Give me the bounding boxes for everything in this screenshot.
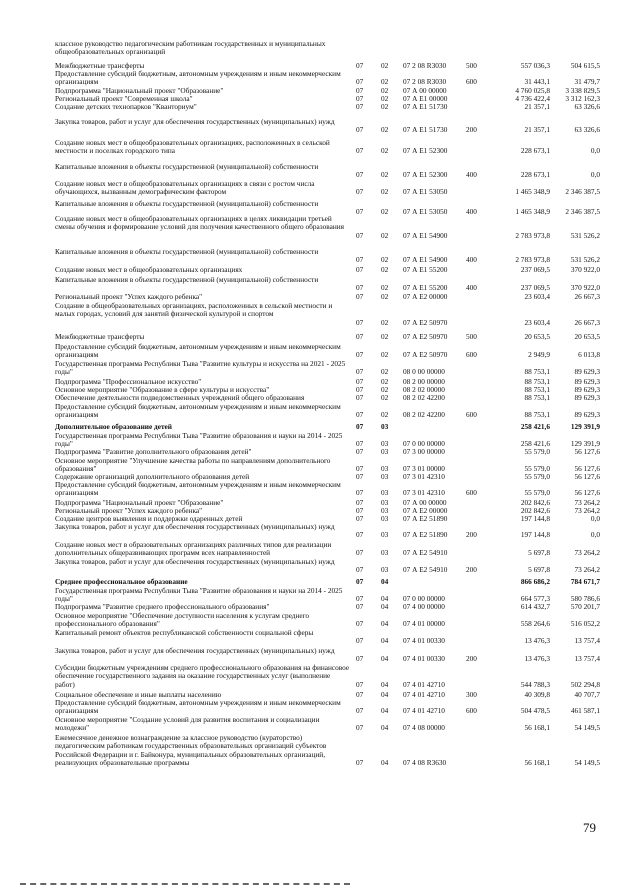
row-target-article: 07 А 00 00000 [403, 86, 447, 95]
row-target-article: 07 А Е1 51730 [403, 125, 448, 134]
row-name: Предоставление субсидий бюджетным, автономным учреждениям и иным некоммерческим организациям [55, 698, 341, 716]
row-section-code: 07 [356, 385, 364, 394]
row-amount-year1: 20 653,5 [524, 332, 550, 341]
row-amount-year2: 2 346 387,5 [565, 207, 600, 216]
row-target-article: 07 4 01 00000 [403, 619, 445, 628]
row-amount-year2: 504 615,5 [570, 61, 600, 70]
row-section-code: 07 [356, 231, 364, 240]
row-amount-year1: 88 753,1 [524, 410, 550, 419]
row-section-code: 07 [356, 367, 364, 376]
row-target-article: 07 А Е2 50970 [403, 318, 448, 327]
row-subsection-code: 02 [381, 255, 389, 264]
row-section-code: 07 [356, 61, 364, 70]
row-amount-year2: 89 629,3 [574, 377, 600, 386]
row-subsection-code: 02 [381, 393, 389, 402]
row-target-article: 08 0 00 00000 [403, 367, 445, 376]
row-amount-year1: 2 949,9 [528, 350, 550, 359]
row-amount-year1: 202 842,6 [520, 506, 550, 515]
row-target-article: 07 А Е1 55200 [403, 265, 448, 274]
row-target-article: 07 А Е2 54910 [403, 548, 448, 557]
row-name: Региональный проект "Современная школа" [55, 94, 193, 103]
row-expense-type: 400 [466, 255, 477, 264]
row-target-article: 07 А Е2 00000 [403, 506, 448, 515]
row-name: Региональный проект "Успех каждого ребенка" [55, 292, 203, 301]
row-amount-year1: 21 357,1 [524, 102, 550, 111]
row-section-code: 07 [356, 410, 364, 419]
row-subsection-code: 02 [381, 332, 389, 341]
row-amount-year2: 531 526,2 [570, 255, 600, 264]
row-amount-year1: 88 753,1 [524, 393, 550, 402]
row-amount-year1: 2 783 973,8 [515, 231, 550, 240]
row-target-article: 07 2 08 R3030 [403, 77, 447, 86]
row-amount-year2: 73 264,2 [574, 565, 600, 574]
row-name: Капитальные вложения в объекты государственной (муниципальной) собственности [55, 199, 319, 208]
page-number: 79 [583, 820, 596, 835]
row-amount-year2: 3 312 162,3 [565, 94, 600, 103]
row-target-article: 07 4 01 42710 [403, 706, 445, 715]
row-expense-type: 400 [466, 207, 477, 216]
row-target-article: 07 3 00 00000 [403, 447, 445, 456]
row-name: Подпрограмма "Развитие среднего профессионального образования" [55, 602, 270, 611]
row-amount-year2: 54 149,5 [574, 723, 600, 732]
row-name: Межбюджетные трансферты [55, 61, 145, 70]
row-name: Региональный проект "Успех каждого ребенка" [55, 506, 203, 515]
row-section-code: 07 [356, 530, 364, 539]
row-subsection-code: 02 [381, 94, 389, 103]
row-amount-year1: 1 465 348,9 [515, 187, 550, 196]
row-section-code: 07 [356, 187, 364, 196]
row-target-article: 08 2 00 00000 [403, 377, 445, 386]
row-amount-year2: 370 922,0 [570, 283, 600, 292]
row-expense-type: 500 [466, 332, 477, 341]
row-name: Государственная программа Республики Тыва "Развитие культуры и искусства на 2021 - 2025 годы" [55, 359, 346, 377]
row-section-code: 07 [356, 439, 364, 448]
row-amount-year2: 40 707,7 [574, 690, 600, 699]
row-section-code: 07 [356, 170, 364, 179]
row-amount-year2: 461 587,1 [570, 706, 600, 715]
row-expense-type: 600 [466, 488, 477, 497]
row-amount-year1: 4 736 422,4 [515, 94, 550, 103]
row-subsection-code: 04 [381, 577, 389, 586]
row-expense-type: 200 [466, 565, 477, 574]
row-target-article: 08 2 02 42200 [403, 410, 445, 419]
row-section-code: 07 [356, 636, 364, 645]
row-amount-year2: 31 479,7 [574, 77, 600, 86]
row-name: Создание детских технопарков "Кванториум" [55, 102, 197, 111]
row-expense-type: 500 [466, 61, 477, 70]
row-expense-type: 200 [466, 125, 477, 134]
row-name: Среднее профессиональное образование [55, 577, 188, 586]
row-amount-year1: 544 788,3 [520, 680, 550, 689]
row-section-code: 07 [356, 723, 364, 732]
row-name: Основное мероприятие "Создание условий для развития воспитания и социализации молодежи" [55, 715, 320, 733]
row-subsection-code: 03 [381, 422, 389, 431]
row-amount-year2: 784 671,7 [570, 577, 600, 586]
row-amount-year2: 129 391,9 [570, 422, 600, 431]
row-target-article: 07 А Е2 51890 [403, 530, 448, 539]
row-section-code: 07 [356, 102, 364, 111]
row-amount-year1: 2 783 973,8 [515, 255, 550, 264]
row-amount-year1: 237 069,5 [520, 283, 550, 292]
row-amount-year2: 73 264,2 [574, 498, 600, 507]
row-amount-year2: 13 757,4 [574, 636, 600, 645]
row-target-article: 07 А Е1 55200 [403, 283, 448, 292]
row-subsection-code: 03 [381, 514, 389, 523]
row-subsection-code: 02 [381, 318, 389, 327]
row-subsection-code: 04 [381, 636, 389, 645]
row-amount-year2: 89 629,3 [574, 385, 600, 394]
row-amount-year2: 26 667,3 [574, 292, 600, 301]
row-amount-year1: 55 579,0 [524, 472, 550, 481]
row-name: Закупка товаров, работ и услуг для обеспечения государственных (муниципальных) нужд [55, 117, 335, 126]
row-section-code: 07 [356, 86, 364, 95]
row-target-article: 07 А Е2 00000 [403, 292, 448, 301]
row-section-code: 07 [356, 125, 364, 134]
row-section-code: 07 [356, 377, 364, 386]
row-name: классное руководство педагогическим работникам государственных и муниципальных общеобразовательных организаций [55, 39, 326, 57]
row-name: Создание центров выявления и поддержки одаренных детей [55, 514, 243, 523]
row-expense-type: 300 [466, 690, 477, 699]
row-amount-year1: 614 432,7 [520, 602, 550, 611]
row-name: Подпрограмма "Национальный проект "Образование" [55, 86, 224, 95]
row-target-article: 07 А Е2 51890 [403, 514, 448, 523]
row-name: Создание новых мест в образовательных организациях различных типов для реализации дополнительных общеразвивающих программ всех направленностей [55, 540, 332, 558]
row-amount-year2: 0,0 [590, 530, 600, 539]
row-amount-year1: 23 603,4 [524, 318, 550, 327]
row-subsection-code: 03 [381, 506, 389, 515]
row-name: Основное мероприятие "Обеспечение доступности населения к услугам среднего профессионального образования" [55, 611, 310, 629]
row-amount-year1: 202 842,6 [520, 498, 550, 507]
row-name: Капитальные вложения в объекты государственной (муниципальной) собственности [55, 162, 319, 171]
row-target-article: 07 А Е2 54910 [403, 565, 448, 574]
row-amount-year1: 56 168,1 [524, 758, 550, 767]
row-name: Предоставление субсидий бюджетным, автономным учреждениям и иным некоммерческим организациям [55, 480, 341, 498]
row-amount-year2: 2 346 387,5 [565, 187, 600, 196]
row-target-article: 07 А Е1 54900 [403, 231, 448, 240]
row-amount-year2: 56 127,6 [574, 472, 600, 481]
row-name: Создание новых мест в общеобразовательных организациях в целях ликвидации третьей смены обучения и формирование условий для получения качественного общего образования [55, 214, 344, 232]
row-target-article: 07 4 08 00000 [403, 723, 445, 732]
row-amount-year2: 13 757,4 [574, 654, 600, 663]
row-amount-year2: 3 338 829,5 [565, 86, 600, 95]
row-target-article: 07 4 01 00330 [403, 654, 445, 663]
row-amount-year2: 0,0 [590, 514, 600, 523]
row-section-code: 07 [356, 332, 364, 341]
row-target-article: 07 3 01 42310 [403, 488, 445, 497]
row-section-code: 07 [356, 422, 364, 431]
row-amount-year1: 197 144,8 [520, 514, 550, 523]
row-subsection-code: 02 [381, 283, 389, 292]
row-amount-year1: 13 476,3 [524, 636, 550, 645]
row-subsection-code: 04 [381, 723, 389, 732]
row-name: Подпрограмма "Национальный проект "Образование" [55, 498, 224, 507]
row-amount-year1: 40 309,8 [524, 690, 550, 699]
row-amount-year2: 54 149,5 [574, 758, 600, 767]
row-name: Предоставление субсидий бюджетным, автономным учреждениям и иным некоммерческим организациям [55, 342, 341, 360]
row-target-article: 07 0 00 00000 [403, 594, 445, 603]
row-name: Основное мероприятие "Образование в сфере культуры и искусства" [55, 385, 270, 394]
row-amount-year1: 558 264,6 [520, 619, 550, 628]
row-name: Предоставление субсидий бюджетным, автономным учреждениям и иным некоммерческим организациям [55, 69, 341, 87]
row-amount-year2: 73 264,2 [574, 548, 600, 557]
row-target-article: 07 0 00 00000 [403, 439, 445, 448]
row-expense-type: 600 [466, 706, 477, 715]
row-name: Капитальные вложения в объекты государственной (муниципальной) собственности [55, 247, 319, 256]
row-name: Содержание организаций дополнительного образования детей [55, 472, 250, 481]
row-name: Предоставление субсидий бюджетным, автономным учреждениям и иным некоммерческим организациям [55, 402, 341, 420]
row-name: Закупка товаров, работ и услуг для обеспечения государственных (муниципальных) нужд [55, 522, 335, 531]
row-amount-year1: 88 753,1 [524, 377, 550, 386]
row-amount-year1: 23 603,4 [524, 292, 550, 301]
row-subsection-code: 02 [381, 410, 389, 419]
row-amount-year1: 258 421,6 [520, 422, 550, 431]
row-target-article: 07 А Е1 52300 [403, 170, 448, 179]
row-subsection-code: 03 [381, 565, 389, 574]
row-amount-year1: 55 579,0 [524, 447, 550, 456]
row-expense-type: 600 [466, 410, 477, 419]
row-section-code: 07 [356, 472, 364, 481]
row-name: Межбюджетные трансферты [55, 332, 145, 341]
row-amount-year2: 502 294,8 [570, 680, 600, 689]
row-section-code: 07 [356, 146, 364, 155]
row-target-article: 07 4 08 R3630 [403, 758, 447, 767]
row-subsection-code: 02 [381, 350, 389, 359]
row-amount-year1: 504 478,5 [520, 706, 550, 715]
row-name: Капитальные вложения в объекты государственной (муниципальной) собственности [55, 275, 319, 284]
row-name: Обеспечение деятельности подведомственных учреждений общего образования [55, 393, 305, 402]
row-amount-year2: 63 326,6 [574, 125, 600, 134]
row-subsection-code: 02 [381, 207, 389, 216]
row-amount-year1: 88 753,1 [524, 385, 550, 394]
row-amount-year1: 664 577,3 [520, 594, 550, 603]
row-section-code: 07 [356, 488, 364, 497]
row-subsection-code: 02 [381, 77, 389, 86]
row-amount-year2: 89 629,3 [574, 393, 600, 402]
row-target-article: 07 А 00 00000 [403, 498, 447, 507]
row-expense-type: 600 [466, 77, 477, 86]
row-target-article: 07 4 01 42710 [403, 680, 445, 689]
row-subsection-code: 03 [381, 530, 389, 539]
row-name: Закупка товаров, работ и услуг для обеспечения государственных (муниципальных) нужд [55, 646, 335, 655]
row-target-article: 07 4 01 00330 [403, 636, 445, 645]
row-amount-year1: 55 579,0 [524, 464, 550, 473]
row-amount-year2: 89 629,3 [574, 367, 600, 376]
row-subsection-code: 02 [381, 231, 389, 240]
row-subsection-code: 03 [381, 548, 389, 557]
row-section-code: 07 [356, 94, 364, 103]
row-name: Социальное обеспечение и иные выплаты населению [55, 690, 222, 699]
row-subsection-code: 02 [381, 265, 389, 274]
row-subsection-code: 02 [381, 292, 389, 301]
row-amount-year2: 20 653,5 [574, 332, 600, 341]
row-amount-year2: 580 786,6 [570, 594, 600, 603]
row-amount-year2: 73 264,2 [574, 506, 600, 515]
row-amount-year2: 516 052,2 [570, 619, 600, 628]
row-amount-year1: 31 443,1 [524, 77, 550, 86]
row-subsection-code: 02 [381, 125, 389, 134]
row-subsection-code: 03 [381, 439, 389, 448]
row-subsection-code: 02 [381, 170, 389, 179]
row-section-code: 07 [356, 318, 364, 327]
row-amount-year2: 56 127,6 [574, 464, 600, 473]
row-section-code: 07 [356, 283, 364, 292]
row-section-code: 07 [356, 350, 364, 359]
row-target-article: 07 А Е1 51730 [403, 102, 448, 111]
row-section-code: 07 [356, 292, 364, 301]
row-target-article: 08 2 02 42200 [403, 393, 445, 402]
row-amount-year2: 129 391,9 [570, 439, 600, 448]
row-amount-year1: 5 697,8 [528, 565, 550, 574]
row-target-article: 07 2 08 R3030 [403, 61, 447, 70]
row-target-article: 07 А Е1 53050 [403, 207, 448, 216]
row-name: Создание новых мест в общеобразовательных организациях, расположенных в сельской местности и поселках городского типа [55, 138, 330, 156]
row-amount-year1: 1 465 348,9 [515, 207, 550, 216]
row-expense-type: 200 [466, 654, 477, 663]
row-target-article: 07 А Е2 50970 [403, 350, 448, 359]
row-amount-year2: 89 629,3 [574, 410, 600, 419]
row-section-code: 07 [356, 654, 364, 663]
row-section-code: 07 [356, 758, 364, 767]
row-amount-year1: 55 579,0 [524, 488, 550, 497]
row-amount-year2: 63 326,6 [574, 102, 600, 111]
row-amount-year1: 197 144,8 [520, 530, 550, 539]
row-amount-year1: 88 753,1 [524, 367, 550, 376]
row-name: Подпрограмма "Развитие дополнительного образования детей" [55, 447, 252, 456]
row-section-code: 07 [356, 255, 364, 264]
row-subsection-code: 02 [381, 146, 389, 155]
row-subsection-code: 04 [381, 654, 389, 663]
row-amount-year1: 13 476,3 [524, 654, 550, 663]
row-name: Государственная программа Республики Тыва "Развитие образования и науки на 2014 - 2025 годы" [55, 431, 343, 449]
row-section-code: 07 [356, 393, 364, 402]
row-name: Закупка товаров, работ и услуг для обеспечения государственных (муниципальных) нужд [55, 557, 335, 566]
row-subsection-code: 02 [381, 367, 389, 376]
row-subsection-code: 03 [381, 498, 389, 507]
row-name: Создание в общеобразовательных организациях, расположенных в сельской местности и малых городах, условий для занятий физической культурой и спортом [55, 301, 333, 319]
row-section-code: 07 [356, 577, 364, 586]
row-name: Ежемесячное денежное вознаграждение за классное руководство (кураторство) педагогическим работникам государственных образовательных организаций субъектов Российской Федерации и г. Байконура, муниципальных образовательных организаций, реализующих образовательные программы [55, 733, 327, 768]
row-amount-year1: 258 421,6 [520, 439, 550, 448]
row-subsection-code: 04 [381, 706, 389, 715]
row-subsection-code: 02 [381, 187, 389, 196]
row-expense-type: 600 [466, 350, 477, 359]
row-expense-type: 400 [466, 170, 477, 179]
row-subsection-code: 04 [381, 602, 389, 611]
row-section-code: 07 [356, 680, 364, 689]
row-amount-year1: 228 673,1 [520, 170, 550, 179]
row-expense-type: 200 [466, 530, 477, 539]
row-section-code: 07 [356, 506, 364, 515]
row-subsection-code: 02 [381, 61, 389, 70]
row-amount-year2: 6 013,8 [578, 350, 600, 359]
row-target-article: 07 А Е2 50970 [403, 332, 448, 341]
row-amount-year1: 56 168,1 [524, 723, 550, 732]
row-section-code: 07 [356, 464, 364, 473]
scan-edge-divider [20, 883, 350, 885]
row-name: Субсидии бюджетным учреждениям среднего профессионального образования на финансовое обеспечение государственного задания на оказание государственных услуг (выполнение работ) [55, 663, 350, 689]
row-section-code: 07 [356, 565, 364, 574]
row-target-article: 07 3 01 42310 [403, 472, 445, 481]
row-name: Подпрограмма "Профессиональное искусство" [55, 377, 202, 386]
row-target-article: 07 3 01 00000 [403, 464, 445, 473]
row-section-code: 07 [356, 602, 364, 611]
row-target-article: 07 А Е1 53050 [403, 187, 448, 196]
row-amount-year2: 0,0 [590, 170, 600, 179]
row-section-code: 07 [356, 690, 364, 699]
row-amount-year2: 26 667,3 [574, 318, 600, 327]
row-amount-year2: 56 127,6 [574, 447, 600, 456]
row-amount-year2: 0,0 [590, 146, 600, 155]
row-target-article: 07 4 00 00000 [403, 602, 445, 611]
row-subsection-code: 03 [381, 472, 389, 481]
row-subsection-code: 04 [381, 680, 389, 689]
row-amount-year1: 237 069,5 [520, 265, 550, 274]
row-amount-year2: 370 922,0 [570, 265, 600, 274]
row-section-code: 07 [356, 265, 364, 274]
row-subsection-code: 04 [381, 690, 389, 699]
row-section-code: 07 [356, 594, 364, 603]
row-section-code: 07 [356, 514, 364, 523]
row-amount-year2: 56 127,6 [574, 488, 600, 497]
row-amount-year1: 4 760 025,8 [515, 86, 550, 95]
row-subsection-code: 03 [381, 447, 389, 456]
row-expense-type: 400 [466, 283, 477, 292]
row-amount-year1: 228 673,1 [520, 146, 550, 155]
row-section-code: 07 [356, 548, 364, 557]
row-subsection-code: 03 [381, 464, 389, 473]
row-amount-year1: 557 036,3 [520, 61, 550, 70]
row-name: Государственная программа Республики Тыва "Развитие образования и науки на 2014 - 2025 годы" [55, 586, 343, 604]
row-name: Основное мероприятие "Улучшение качества работы по направлениям дополнительного образования" [55, 456, 331, 474]
row-name: Создание новых мест в общеобразовательных организациях в связи с ростом числа обучающихся, вызванным демографическим фактором [55, 179, 315, 197]
row-name: Капитальный ремонт объектов республиканской собственности социальной сферы [55, 628, 314, 637]
row-subsection-code: 02 [381, 102, 389, 111]
row-subsection-code: 04 [381, 758, 389, 767]
row-section-code: 07 [356, 706, 364, 715]
row-subsection-code: 03 [381, 488, 389, 497]
row-amount-year2: 531 526,2 [570, 231, 600, 240]
row-subsection-code: 02 [381, 377, 389, 386]
row-subsection-code: 02 [381, 385, 389, 394]
row-section-code: 07 [356, 447, 364, 456]
row-amount-year1: 5 697,8 [528, 548, 550, 557]
row-target-article: 07 А Е1 54900 [403, 255, 448, 264]
row-section-code: 07 [356, 498, 364, 507]
row-amount-year1: 866 686,2 [520, 577, 550, 586]
row-subsection-code: 04 [381, 619, 389, 628]
row-section-code: 07 [356, 207, 364, 216]
row-name: Создание новых мест в общеобразовательных организациях [55, 265, 243, 274]
row-target-article: 07 4 01 42710 [403, 690, 445, 699]
row-subsection-code: 02 [381, 86, 389, 95]
row-amount-year2: 570 201,7 [570, 602, 600, 611]
row-target-article: 07 А Е1 52300 [403, 146, 448, 155]
row-amount-year1: 21 357,1 [524, 125, 550, 134]
row-section-code: 07 [356, 619, 364, 628]
row-target-article: 08 2 02 00000 [403, 385, 445, 394]
row-section-code: 07 [356, 77, 364, 86]
row-target-article: 07 А Е1 00000 [403, 94, 448, 103]
row-subsection-code: 04 [381, 594, 389, 603]
row-name: Дополнительное образование детей [55, 422, 172, 431]
